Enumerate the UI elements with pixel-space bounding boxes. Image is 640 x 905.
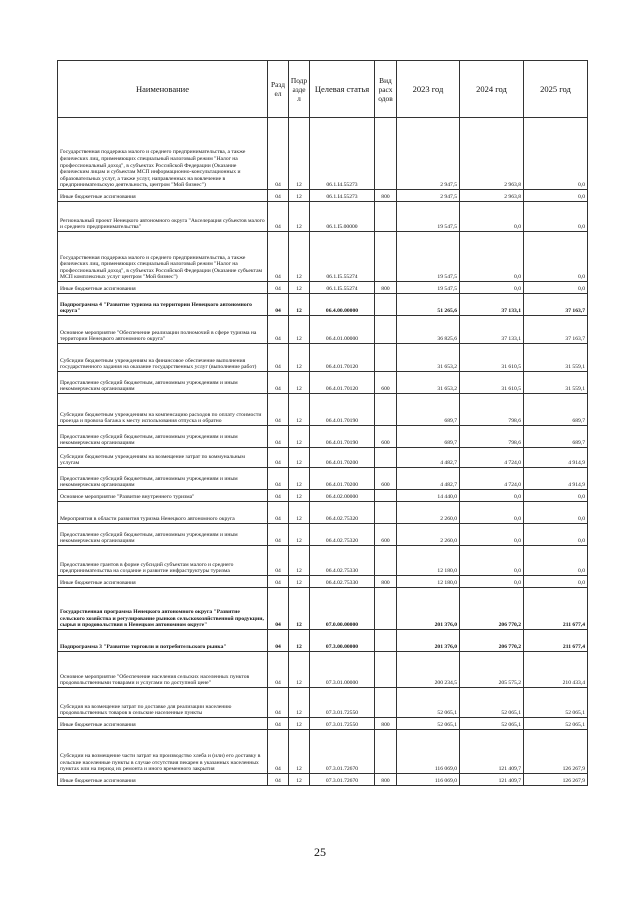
row-2025-cell: 52 065,1 — [524, 718, 588, 730]
row-razdel-cell: 04 — [268, 190, 289, 202]
row-vid-cell — [375, 394, 397, 426]
row-name-cell: Иные бюджетные ассигнования — [58, 190, 268, 202]
row-podrazdel-cell: 12 — [289, 630, 310, 652]
row-razdel-cell: 04 — [268, 630, 289, 652]
row-podrazdel-cell: 12 — [289, 468, 310, 490]
row-vid-cell — [375, 630, 397, 652]
row-article-cell: 07.3.01.00000 — [310, 652, 375, 688]
row-2023-cell: 19 547,5 — [397, 232, 460, 282]
row-2023-cell: 19 547,5 — [397, 202, 460, 232]
row-2024-cell: 121 409,7 — [460, 774, 524, 786]
row-podrazdel-cell: 12 — [289, 688, 310, 718]
row-article-cell: 06.1.I4.55273 — [310, 190, 375, 202]
row-podrazdel-cell: 12 — [289, 232, 310, 282]
row-2024-cell: 37 133,1 — [460, 294, 524, 316]
row-2023-cell: 14 440,0 — [397, 490, 460, 502]
table-row — [58, 718, 588, 730]
table-row — [58, 118, 588, 190]
row-podrazdel-cell: 12 — [289, 730, 310, 774]
row-2023-cell: 51 265,6 — [397, 294, 460, 316]
row-name-cell: Мероприятия в области развития туризма Ненецкого автономного округа — [58, 502, 268, 524]
table-row — [58, 294, 588, 316]
row-razdel-cell: 04 — [268, 588, 289, 630]
row-2023-cell: 689,7 — [397, 426, 460, 448]
row-2024-cell: 206 770,2 — [460, 630, 524, 652]
table-row — [58, 282, 588, 294]
row-vid-cell — [375, 448, 397, 468]
row-article-cell: 06.4.01.70190 — [310, 394, 375, 426]
row-razdel-cell: 04 — [268, 718, 289, 730]
row-2023-cell: 201 376,0 — [397, 588, 460, 630]
row-2023-cell: 2 260,0 — [397, 524, 460, 546]
row-2023-cell: 19 547,5 — [397, 282, 460, 294]
row-article-cell: 06.4.02.75320 — [310, 502, 375, 524]
row-2024-cell: 121 409,7 — [460, 730, 524, 774]
row-name-cell: Субсидии бюджетным учреждениям на возмещение затрат по коммунальным услугам — [58, 448, 268, 468]
row-name-cell: Основное мероприятие "Обеспечение населения сельских населенных пунктов продовольственными товарами и услугами по доступной цене" — [58, 652, 268, 688]
budget-table — [57, 60, 588, 786]
row-razdel-cell: 04 — [268, 730, 289, 774]
table-row — [58, 394, 588, 426]
row-article-cell: 07.0.00.00000 — [310, 588, 375, 630]
row-vid-cell: 600 — [375, 468, 397, 490]
row-article-cell: 06.4.02.75330 — [310, 546, 375, 576]
row-2023-cell: 52 065,1 — [397, 688, 460, 718]
page-number: 25 — [314, 845, 326, 859]
row-name-cell: Подпрограмма 3 "Развитие торговли и потребительского рынка" — [58, 630, 268, 652]
row-article-cell: 06.4.01.70120 — [310, 372, 375, 394]
row-name-cell: Предоставление грантов в форме субсидий субъектам малого и среднего предпринимательства на создание и развитие инфраструктуры туризма — [58, 546, 268, 576]
row-vid-cell: 800 — [375, 576, 397, 588]
row-vid-cell: 600 — [375, 426, 397, 448]
header-2024: 2024 год — [460, 61, 524, 118]
row-article-cell: 06.4.01.00000 — [310, 316, 375, 344]
row-podrazdel-cell: 12 — [289, 546, 310, 576]
row-article-cell: 07.3.01.72670 — [310, 730, 375, 774]
row-article-cell: 06.1.I5.55274 — [310, 282, 375, 294]
row-2024-cell: 37 133,1 — [460, 316, 524, 344]
row-podrazdel-cell: 12 — [289, 490, 310, 502]
row-name-cell: Иные бюджетные ассигнования — [58, 576, 268, 588]
row-vid-cell — [375, 502, 397, 524]
row-2024-cell: 0,0 — [460, 282, 524, 294]
row-2025-cell: 0,0 — [524, 576, 588, 588]
row-2024-cell: 0,0 — [460, 524, 524, 546]
row-podrazdel-cell: 12 — [289, 588, 310, 630]
row-article-cell: 06.4.01.70190 — [310, 426, 375, 448]
row-razdel-cell: 04 — [268, 294, 289, 316]
row-2023-cell: 4 482,7 — [397, 468, 460, 490]
row-razdel-cell: 04 — [268, 118, 289, 190]
table-row — [58, 524, 588, 546]
row-podrazdel-cell: 12 — [289, 426, 310, 448]
row-2024-cell: 4 724,0 — [460, 448, 524, 468]
row-2024-cell: 0,0 — [460, 576, 524, 588]
table-row — [58, 688, 588, 718]
table-row — [58, 344, 588, 372]
row-article-cell: 06.4.02.00000 — [310, 490, 375, 502]
row-2024-cell: 31 610,5 — [460, 372, 524, 394]
row-2023-cell: 12 180,0 — [397, 546, 460, 576]
row-vid-cell: 800 — [375, 774, 397, 786]
row-razdel-cell: 04 — [268, 202, 289, 232]
row-2023-cell: 116 069,0 — [397, 774, 460, 786]
row-razdel-cell: 04 — [268, 316, 289, 344]
row-vid-cell — [375, 316, 397, 344]
table-row — [58, 502, 588, 524]
row-2024-cell: 798,6 — [460, 394, 524, 426]
row-name-cell: Предоставление субсидий бюджетным, автономным учреждениям и иным некоммерческим организациям — [58, 426, 268, 448]
row-2024-cell: 0,0 — [460, 490, 524, 502]
row-2025-cell: 211 677,4 — [524, 588, 588, 630]
row-razdel-cell: 04 — [268, 232, 289, 282]
row-article-cell: 06.4.01.70200 — [310, 468, 375, 490]
row-vid-cell: 600 — [375, 372, 397, 394]
row-2023-cell: 52 065,1 — [397, 718, 460, 730]
row-razdel-cell: 04 — [268, 774, 289, 786]
row-vid-cell — [375, 730, 397, 774]
row-article-cell: 06.4.02.75320 — [310, 524, 375, 546]
row-name-cell: Предоставление субсидий бюджетным, автономным учреждениям и иным некоммерческим организациям — [58, 468, 268, 490]
row-article-cell: 06.4.01.70200 — [310, 448, 375, 468]
row-razdel-cell: 04 — [268, 394, 289, 426]
header-article: Целевая статья — [310, 61, 375, 118]
row-2024-cell: 52 065,1 — [460, 688, 524, 718]
row-vid-cell — [375, 202, 397, 232]
row-article-cell: 07.3.01.72550 — [310, 718, 375, 730]
row-2025-cell: 0,0 — [524, 546, 588, 576]
table-row — [58, 202, 588, 232]
row-razdel-cell: 04 — [268, 282, 289, 294]
row-podrazdel-cell: 12 — [289, 316, 310, 344]
row-article-cell: 06.4.00.00000 — [310, 294, 375, 316]
row-vid-cell: 800 — [375, 282, 397, 294]
row-2023-cell: 2 260,0 — [397, 502, 460, 524]
row-2025-cell: 0,0 — [524, 502, 588, 524]
row-2023-cell: 31 653,2 — [397, 344, 460, 372]
row-vid-cell — [375, 546, 397, 576]
row-razdel-cell: 04 — [268, 468, 289, 490]
row-podrazdel-cell: 12 — [289, 448, 310, 468]
table-row — [58, 448, 588, 468]
row-name-cell: Иные бюджетные ассигнования — [58, 718, 268, 730]
row-2025-cell: 52 065,1 — [524, 688, 588, 718]
row-2024-cell: 0,0 — [460, 232, 524, 282]
row-2025-cell: 210 433,4 — [524, 652, 588, 688]
row-podrazdel-cell: 12 — [289, 652, 310, 688]
table-row — [58, 190, 588, 202]
row-podrazdel-cell: 12 — [289, 372, 310, 394]
row-podrazdel-cell: 12 — [289, 502, 310, 524]
row-2025-cell: 0,0 — [524, 118, 588, 190]
row-vid-cell: 600 — [375, 524, 397, 546]
table-row — [58, 630, 588, 652]
row-2025-cell: 689,7 — [524, 394, 588, 426]
row-vid-cell — [375, 490, 397, 502]
row-vid-cell — [375, 294, 397, 316]
row-article-cell: 06.4.01.70120 — [310, 344, 375, 372]
row-podrazdel-cell: 12 — [289, 118, 310, 190]
row-article-cell: 06.1.I4.55273 — [310, 118, 375, 190]
row-podrazdel-cell: 12 — [289, 718, 310, 730]
row-name-cell: Основное мероприятие "Обеспечение реализации полномочий в сфере туризма на территории Ненецкого автономного округа" — [58, 316, 268, 344]
header-razdel: Разд ел — [268, 61, 289, 118]
row-name-cell: Государственная поддержка малого и среднего предпринимательства, а также физических лиц, применяющих специальный налоговый режим "Налог на профессиональный доход", в субъектах Российской Федерации (Оказание субъектам МСП комплексных услуг центром "Мой бизнес") — [58, 232, 268, 282]
row-2024-cell: 2 963,8 — [460, 118, 524, 190]
row-article-cell: 06.1.I5.55274 — [310, 232, 375, 282]
table-row — [58, 576, 588, 588]
row-2024-cell: 0,0 — [460, 502, 524, 524]
row-name-cell: Основное мероприятие "Развитие внутреннего туризма" — [58, 490, 268, 502]
row-2023-cell: 201 376,0 — [397, 630, 460, 652]
row-razdel-cell: 04 — [268, 490, 289, 502]
row-podrazdel-cell: 12 — [289, 576, 310, 588]
row-name-cell: Субсидии бюджетным учреждениям на компенсацию расходов по оплату стоимости проезда и провоза багажа к месту использования отпуска и обратно — [58, 394, 268, 426]
row-vid-cell — [375, 232, 397, 282]
row-2024-cell: 206 770,2 — [460, 588, 524, 630]
row-razdel-cell: 04 — [268, 426, 289, 448]
row-podrazdel-cell: 12 — [289, 394, 310, 426]
row-2024-cell: 0,0 — [460, 546, 524, 576]
row-2025-cell: 0,0 — [524, 282, 588, 294]
table-row — [58, 426, 588, 448]
row-name-cell: Субсидия на возмещение затрат по доставке для реализации населению продовольственных товаров в сельские населенные пункты — [58, 688, 268, 718]
header-vid: Вид расх одов — [375, 61, 397, 118]
row-2023-cell: 2 947,5 — [397, 190, 460, 202]
table-row — [58, 774, 588, 786]
table-row — [58, 652, 588, 688]
row-2023-cell: 31 653,2 — [397, 372, 460, 394]
row-name-cell: Иные бюджетные ассигнования — [58, 774, 268, 786]
row-2024-cell: 0,0 — [460, 202, 524, 232]
row-name-cell: Предоставление субсидий бюджетным, автономным учреждениям и иным некоммерческим организациям — [58, 372, 268, 394]
row-vid-cell: 800 — [375, 190, 397, 202]
row-2024-cell: 52 065,1 — [460, 718, 524, 730]
row-2023-cell: 200 234,5 — [397, 652, 460, 688]
row-2024-cell: 205 575,2 — [460, 652, 524, 688]
table-row — [58, 316, 588, 344]
row-vid-cell — [375, 688, 397, 718]
row-razdel-cell: 04 — [268, 448, 289, 468]
row-razdel-cell: 04 — [268, 502, 289, 524]
table-row — [58, 588, 588, 630]
row-name-cell: Государственная поддержка малого и среднего предпринимательства, а также физических лиц, применяющих специальный налоговый режим "Налог на профессиональный доход", в субъектах Российской Федерации (Оказание физическим лицам и субъектам МСП информационно-консультационных и образовательных услуг, а также услуг, направленных на вовлечение в предпринимательскую деятельность, центром "Мой бизнес") — [58, 118, 268, 190]
row-2025-cell: 4 914,9 — [524, 468, 588, 490]
row-2025-cell: 211 677,4 — [524, 630, 588, 652]
row-podrazdel-cell: 12 — [289, 282, 310, 294]
table-row — [58, 372, 588, 394]
header-podrazdel: Подр азде л — [289, 61, 310, 118]
row-2024-cell: 4 724,0 — [460, 468, 524, 490]
row-name-cell: Региональный проект Ненецкого автономного округа "Акселерация субъектов малого и среднего предпринимательства" — [58, 202, 268, 232]
row-name-cell: Иные бюджетные ассигнования — [58, 282, 268, 294]
table-row — [58, 232, 588, 282]
row-name-cell: Субсидии бюджетным учреждениям на финансовое обеспечение выполнения государственного задания на оказание государственных услуг (выполнение работ) — [58, 344, 268, 372]
row-2023-cell: 4 482,7 — [397, 448, 460, 468]
row-2023-cell: 689,7 — [397, 394, 460, 426]
row-razdel-cell: 04 — [268, 652, 289, 688]
row-podrazdel-cell: 12 — [289, 774, 310, 786]
row-article-cell: 06.4.02.75330 — [310, 576, 375, 588]
header-2023: 2023 год — [397, 61, 460, 118]
row-article-cell: 07.3.01.72670 — [310, 774, 375, 786]
row-vid-cell — [375, 652, 397, 688]
row-vid-cell — [375, 118, 397, 190]
row-vid-cell: 800 — [375, 718, 397, 730]
table-row — [58, 468, 588, 490]
table-body — [58, 118, 588, 786]
table-row — [58, 730, 588, 774]
row-2025-cell: 0,0 — [524, 490, 588, 502]
row-name-cell: Субсидии на возмещение части затрат на производство хлеба и (или) его доставку в сельские населенные пункты в случае отсутствия пекарен в указанных населенных пунктах или на период их ремонта и иного временного закрытия — [58, 730, 268, 774]
row-podrazdel-cell: 12 — [289, 524, 310, 546]
row-2025-cell: 0,0 — [524, 524, 588, 546]
row-2024-cell: 31 610,5 — [460, 344, 524, 372]
row-2023-cell: 12 180,0 — [397, 576, 460, 588]
row-vid-cell — [375, 588, 397, 630]
row-razdel-cell: 04 — [268, 576, 289, 588]
row-2025-cell: 0,0 — [524, 190, 588, 202]
row-razdel-cell: 04 — [268, 688, 289, 718]
header-2025: 2025 год — [524, 61, 588, 118]
row-name-cell: Подпрограмма 4 "Развитие туризма на территории Ненецкого автономного округа" — [58, 294, 268, 316]
row-2025-cell: 31 559,1 — [524, 344, 588, 372]
row-article-cell: 07.3.00.00000 — [310, 630, 375, 652]
table-row — [58, 546, 588, 576]
row-razdel-cell: 04 — [268, 344, 289, 372]
row-podrazdel-cell: 12 — [289, 202, 310, 232]
row-2023-cell: 2 947,5 — [397, 118, 460, 190]
table-header-row — [58, 61, 588, 118]
row-2025-cell: 4 914,9 — [524, 448, 588, 468]
row-2025-cell: 37 163,7 — [524, 294, 588, 316]
row-2025-cell: 126 267,9 — [524, 774, 588, 786]
row-2025-cell: 31 559,1 — [524, 372, 588, 394]
row-vid-cell — [375, 344, 397, 372]
row-2023-cell: 116 069,0 — [397, 730, 460, 774]
row-razdel-cell: 04 — [268, 524, 289, 546]
table-row — [58, 490, 588, 502]
row-2024-cell: 2 963,8 — [460, 190, 524, 202]
row-article-cell: 06.1.I5.00000 — [310, 202, 375, 232]
row-2024-cell: 798,6 — [460, 426, 524, 448]
row-podrazdel-cell: 12 — [289, 190, 310, 202]
row-article-cell: 07.3.01.72550 — [310, 688, 375, 718]
row-name-cell: Государственная программа Ненецкого автономного округа "Развитие сельского хозяйства и регулирование рынков сельскохозяйственной продукции, сырья и продовольствия в Ненецком автономном округе" — [58, 588, 268, 630]
row-razdel-cell: 04 — [268, 546, 289, 576]
row-2025-cell: 126 267,9 — [524, 730, 588, 774]
row-podrazdel-cell: 12 — [289, 344, 310, 372]
row-razdel-cell: 04 — [268, 372, 289, 394]
row-podrazdel-cell: 12 — [289, 294, 310, 316]
row-2025-cell: 0,0 — [524, 232, 588, 282]
row-name-cell: Предоставление субсидий бюджетным, автономным учреждениям и иным некоммерческим организациям — [58, 524, 268, 546]
row-2025-cell: 0,0 — [524, 202, 588, 232]
row-2025-cell: 689,7 — [524, 426, 588, 448]
row-2025-cell: 37 163,7 — [524, 316, 588, 344]
row-2023-cell: 36 825,6 — [397, 316, 460, 344]
header-name: Наименование — [58, 61, 268, 118]
